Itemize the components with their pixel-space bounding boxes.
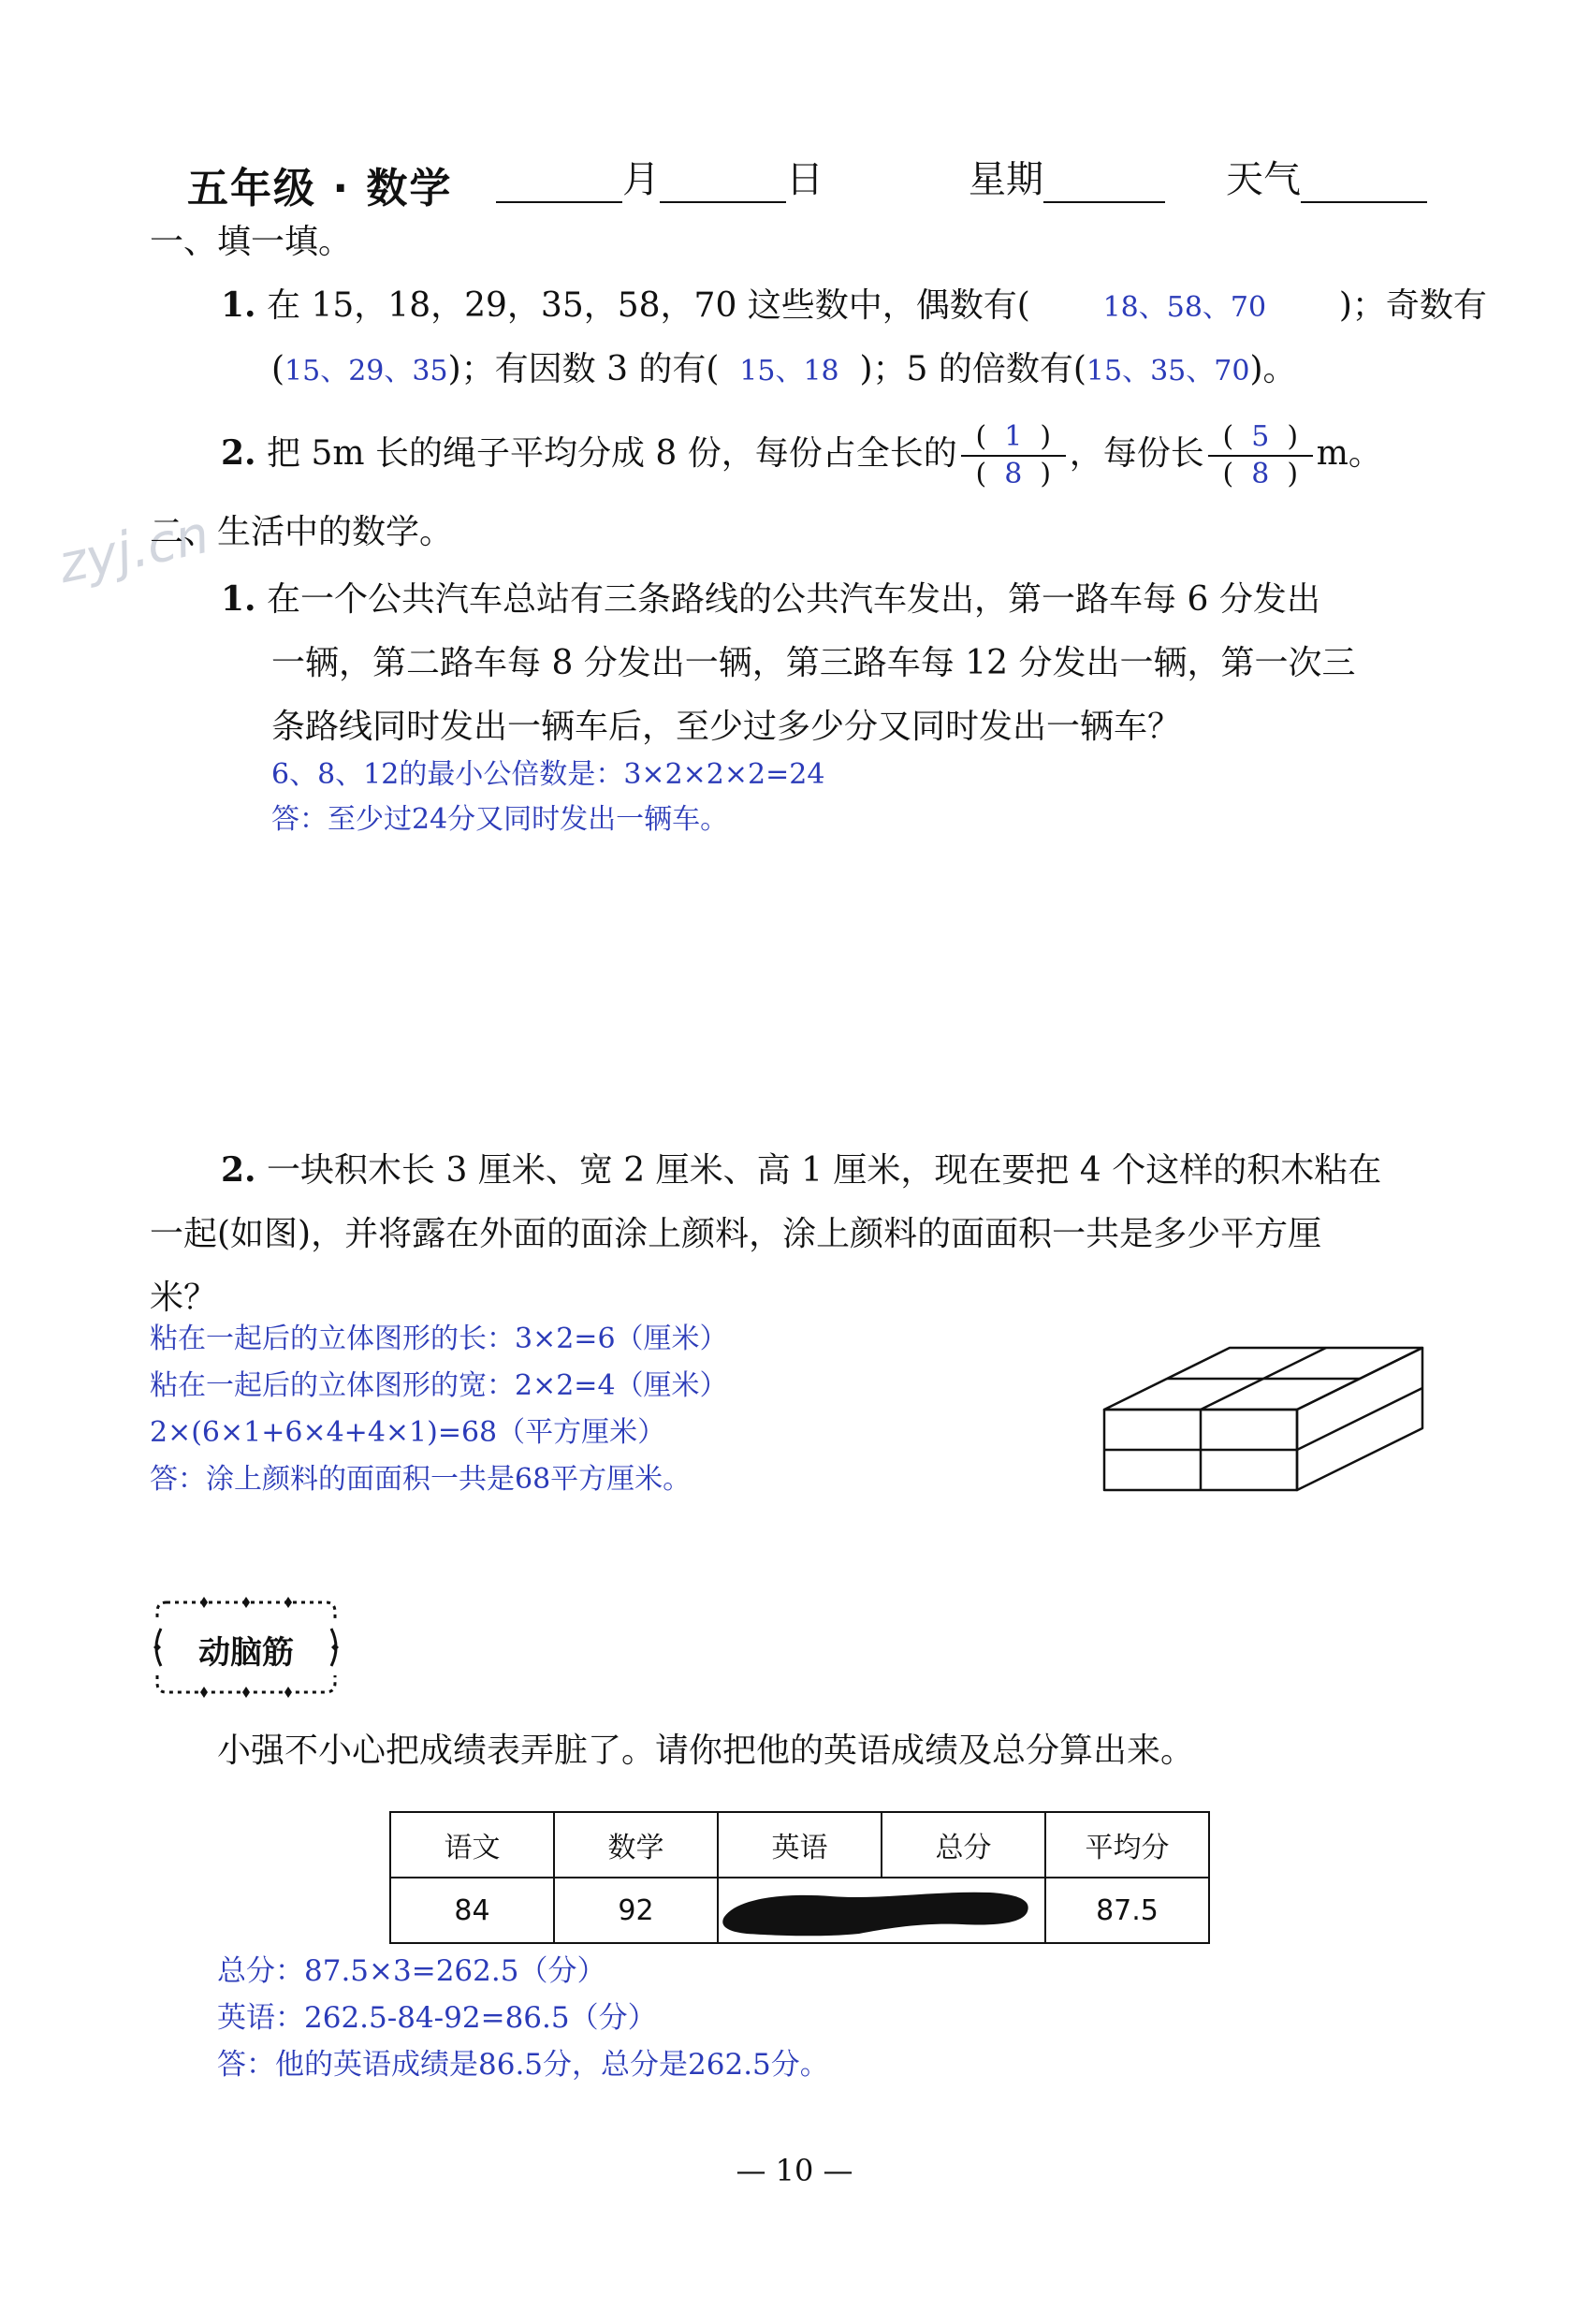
- s1-q1-text-b: )；奇数有: [1338, 286, 1487, 325]
- brain-teaser-label: 动脑筋: [198, 1634, 294, 1672]
- s1-q2-number: 2.: [221, 433, 256, 473]
- s1-q2-line: [221, 419, 1382, 492]
- section-1-title: 一、填一填。: [150, 223, 353, 261]
- s2-q2-answer-4: 答：涂上颜料的面面积一共是68平方厘米。: [150, 1463, 692, 1496]
- value-average: 87.5: [1045, 1878, 1209, 1943]
- s2-q1-line1: [221, 573, 1320, 621]
- s2-q1-answer-2: 答：至少过24分又同时发出一辆车。: [271, 803, 729, 836]
- ink-smudge-cells: [718, 1878, 1045, 1943]
- s2-q2-line1: [221, 1144, 1381, 1191]
- s2-q1-text-line1: 在一个公共汽车总站有三条路线的公共汽车发出，第一路车每 6 分发出: [267, 580, 1320, 619]
- s1-q1-number: 1.: [221, 285, 256, 325]
- fraction-share-numerator: 1: [1004, 420, 1023, 453]
- brain-teaser-badge: [148, 1591, 344, 1703]
- weather-blank[interactable]: [1301, 164, 1427, 203]
- answer-even: 18、58、70: [1102, 291, 1267, 324]
- weekday-label: 星期: [969, 158, 1043, 201]
- s2-q2-text-line1: 一块积木长 3 厘米、宽 2 厘米、高 1 厘米，现在要把 4 个这样的积木粘在: [267, 1151, 1382, 1190]
- s2-q2-answer-3: 2×(6×1+6×4+4×1)=68（平方厘米）: [150, 1416, 666, 1449]
- month-blank[interactable]: [496, 164, 622, 203]
- section-2-title: 二、生活中的数学。: [150, 513, 454, 551]
- s2-q1-number: 1.: [221, 579, 256, 619]
- header-total: 总分: [882, 1812, 1045, 1878]
- score-table-header-row: [390, 1812, 1209, 1878]
- s2-q2-answer-1: 粘在一起后的立体图形的长：3×2=6（厘米）: [150, 1323, 728, 1355]
- page-number: — 10 —: [736, 2153, 853, 2188]
- header-math: 数学: [554, 1812, 718, 1878]
- brain-teaser-prompt: 小强不小心把成绩表弄脏了。请你把他的英语成绩及总分算出来。: [217, 1732, 1195, 1770]
- answer-odd: 15、29、35: [284, 355, 448, 387]
- header-english: 英语: [718, 1812, 882, 1878]
- s2-q2-line3: 米？: [150, 1279, 218, 1317]
- s1-q1-line1: [221, 279, 1487, 327]
- brain-answer-2: 英语：262.5-84-92=86.5（分）: [217, 2001, 657, 2035]
- watermark-logo: zyj.cn: [53, 504, 215, 596]
- s1-q1-text-e: )；5 的倍数有(: [859, 350, 1086, 388]
- fraction-share-denominator: 8: [1004, 458, 1023, 490]
- worksheet-subject-title: 五年级 · 数学: [187, 165, 453, 212]
- fraction-length-numerator: 5: [1251, 420, 1270, 453]
- day-blank[interactable]: [660, 164, 786, 203]
- score-table-value-row: [390, 1878, 1209, 1943]
- answer-multiple-5: 15、35、70: [1086, 355, 1250, 387]
- s1-q1-text-f: )。: [1249, 350, 1297, 388]
- value-math: 92: [554, 1878, 718, 1943]
- s1-q1-text-a: 在 15，18，29，35，58，70 这些数中，偶数有(: [267, 286, 1030, 325]
- weekday-field: [969, 150, 1165, 203]
- s1-q2-text-a: 把 5m 长的绳子平均分成 8 份，每份占全长的: [267, 434, 957, 473]
- weekday-blank[interactable]: [1043, 164, 1165, 203]
- fraction-share: $\frac{( 1 )}{( 8 )}$: [957, 419, 1070, 492]
- s2-q2-line2: 一起(如图)，并将露在外面的面涂上颜料，涂上颜料的面面积一共是多少平方厘: [150, 1215, 1322, 1253]
- brain-answer-3: 答：他的英语成绩是86.5分，总分是262.5分。: [217, 2048, 829, 2082]
- s1-q2-text-b: ，每份长: [1069, 434, 1204, 473]
- value-chinese: 84: [390, 1878, 554, 1943]
- date-field: [496, 150, 824, 203]
- s1-q2-text-c: m。: [1316, 434, 1382, 473]
- weather-label: 天气: [1226, 158, 1301, 201]
- s2-q2-answer-2: 粘在一起后的立体图形的宽：2×2=4（厘米）: [150, 1369, 728, 1402]
- header-average: 平均分: [1045, 1812, 1209, 1878]
- ink-blot-icon: [719, 1879, 1037, 1941]
- s1-q1-text-c: (: [271, 350, 285, 388]
- score-table-wrapper: [389, 1811, 1210, 1944]
- answer-factor-3: 15、18: [739, 355, 839, 387]
- s2-q2-number: 2.: [221, 1150, 256, 1190]
- weather-field: [1226, 150, 1427, 203]
- day-label: 日: [786, 158, 824, 201]
- s1-q1-line2: [271, 343, 1297, 390]
- fraction-length-denominator: 8: [1251, 458, 1270, 490]
- brain-answer-1: 总分：87.5×3=262.5（分）: [217, 1954, 606, 1988]
- s2-q1-line2: 一辆，第二路车每 8 分发出一辆，第三路车每 12 分发出一辆，第一次三: [271, 644, 1356, 682]
- fraction-length: $\frac{( 5 )}{( 8 )}$: [1204, 419, 1317, 492]
- s2-q1-answer-1: 6、8、12的最小公倍数是：3×2×2×2=24: [271, 758, 825, 791]
- header-chinese: 语文: [390, 1812, 554, 1878]
- s1-q1-text-d: )；有因数 3 的有(: [447, 350, 720, 388]
- month-label: 月: [622, 158, 660, 201]
- score-table: [389, 1811, 1210, 1944]
- s2-q1-line3: 条路线同时发出一辆车后，至少过多少分又同时发出一辆车？: [271, 708, 1182, 746]
- stacked-blocks-figure: [1095, 1338, 1432, 1498]
